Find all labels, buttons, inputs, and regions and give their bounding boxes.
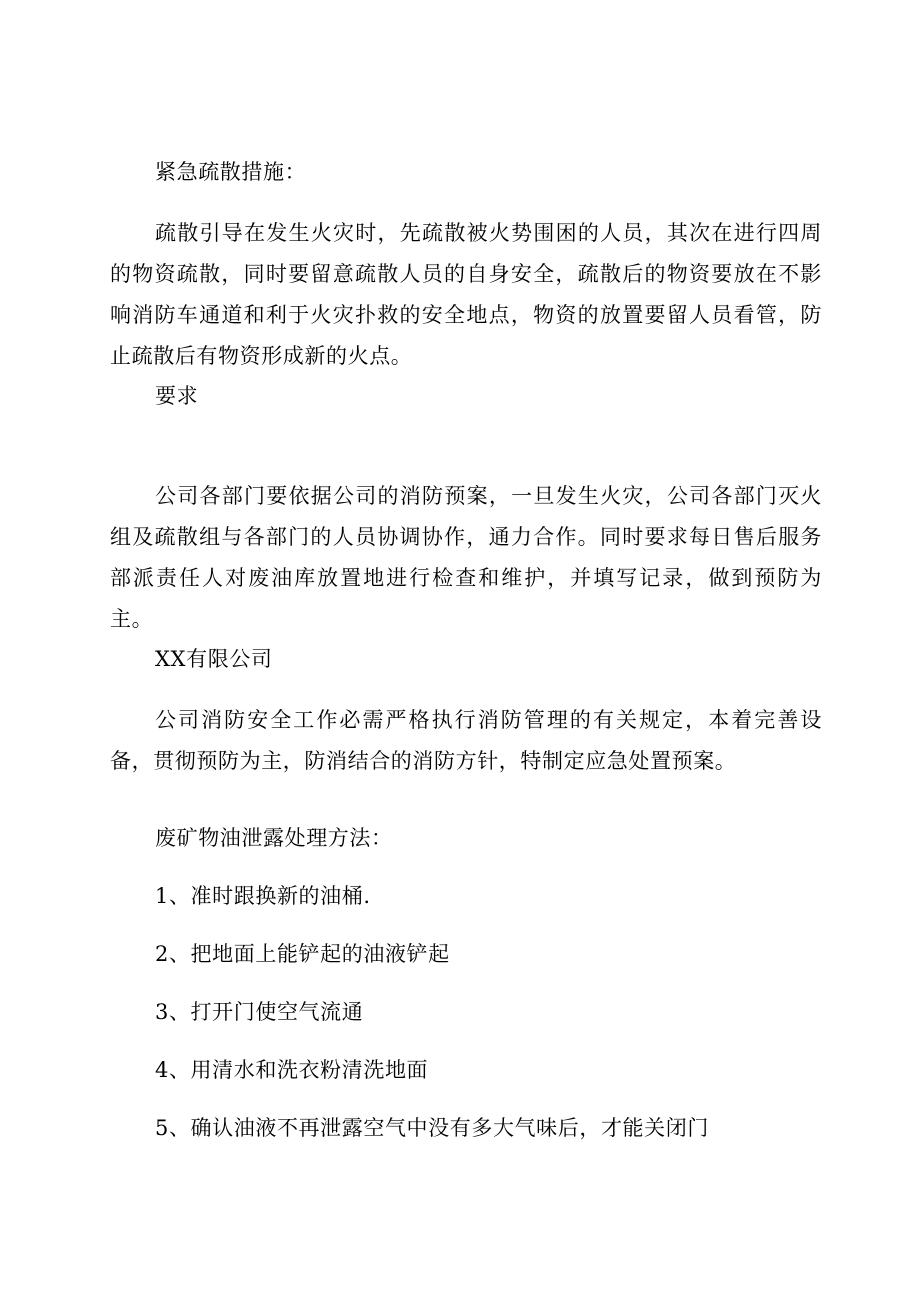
paragraph-fire-safety-policy: 公司消防安全工作必需严格执行消防管理的有关规定，本着完善设备，贯彻预防为主，防消结合的消防方针，特制定应急处置预案。 xyxy=(110,708,822,773)
paragraph-requirements: 公司各部门要依据公司的消防预案，一旦发生火灾，公司各部门灭火组及疏散组与各部门的人员协调协作，通力合作。同时要求每日售后服务部派责任人对废油库放置地进行检查和维护，并填写记录，做到预防为主。 xyxy=(110,484,822,631)
company-name: XX有限公司 xyxy=(155,647,273,671)
list-item-step-4: 4、用清水和洗衣粉清洗地面 xyxy=(155,1058,429,1082)
section-heading-evacuation: 紧急疏散措施： xyxy=(155,160,307,184)
list-item-step-5: 5、确认油液不再泄露空气中没有多大气味后，才能关闭门 xyxy=(155,1116,709,1140)
document-page xyxy=(110,0,822,1302)
section-heading-requirements: 要求 xyxy=(155,384,199,408)
list-item-step-3: 3、打开门使空气流通 xyxy=(155,1000,364,1024)
list-item-step-1: 1、准时跟换新的油桶. xyxy=(155,884,371,908)
paragraph-evacuation-guidance: 疏散引导在发生火灾时，先疏散被火势围困的人员，其次在进行四周的物资疏散，同时要留意疏散人员的自身安全，疏散后的物资要放在不影响消防车通道和利于火灾扑救的安全地点，物资的放置要留人员看管，防止疏散后有物资形成新的火点。 xyxy=(110,221,822,368)
section-heading-oil-leak: 废矿物油泄露处理方法： xyxy=(155,826,393,850)
list-item-step-2: 2、把地面上能铲起的油液铲起 xyxy=(155,942,450,966)
